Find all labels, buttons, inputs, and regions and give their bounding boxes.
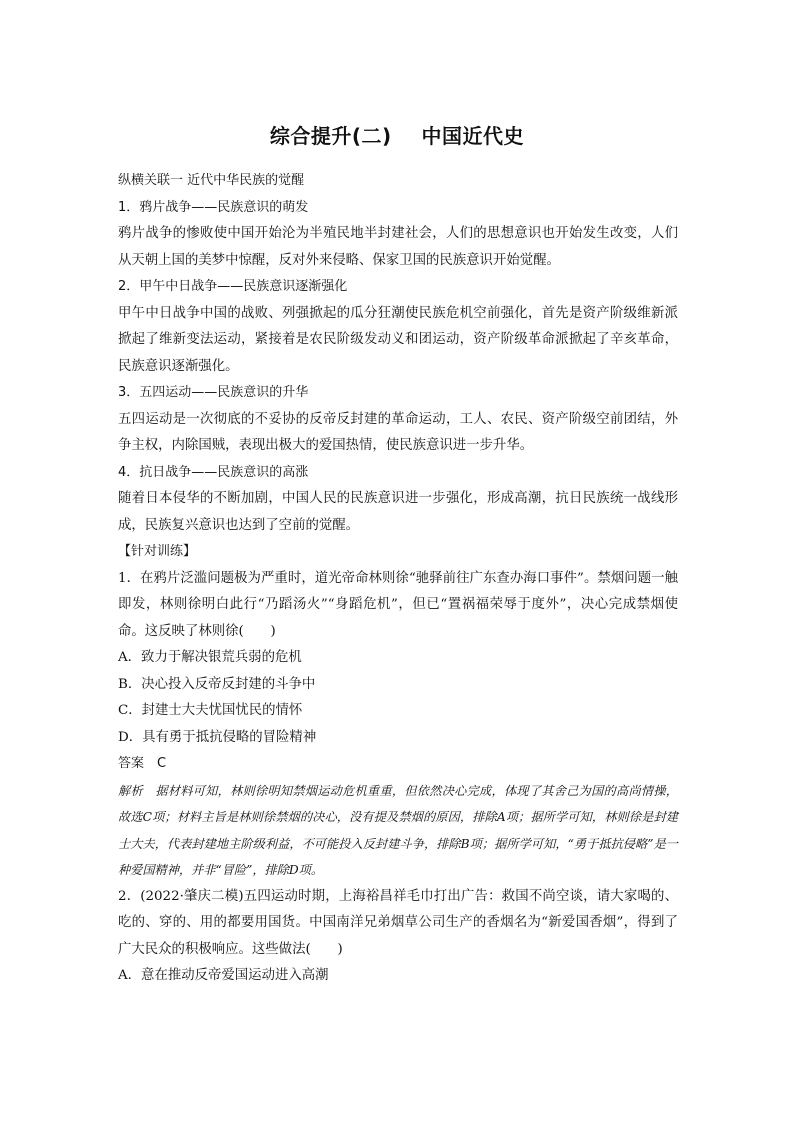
item-text: 五四运动是一次彻底的不妥协的反帝反封建的革命运动，工人、农民、资产阶级空前团结，外争主权，内除国贼，表现出极大的爱国热情，使民族意识进一步升华。	[118, 411, 678, 453]
item-text: 随着日本侵华的不断加剧，中国人民的民族意识进一步强化，形成高潮，抗日民族统一战线形成，民族复兴意识也达到了空前的觉醒。	[118, 491, 678, 533]
question-1-option-c: C．封建士大夫忧国忧民的情怀	[118, 703, 303, 718]
item-heading: 2．甲午中日战争——民族意识逐渐强化	[118, 279, 348, 294]
item-heading: 3．五四运动——民族意识的升华	[118, 385, 309, 400]
question-1-stem: 1．在鸦片泛滥问题极为严重时，道光帝命林则徐“驰驿前往广东查办海口事件”。禁烟问题一触即发，林则徐明白此行“乃蹈汤火”“身蹈危机”，但已“置祸福荣辱于度外”，决心完成禁烟使命。这反映了林则徐( )	[118, 570, 678, 639]
question-1-analysis: 解析 据材料可知，林则徐明知禁烟运动危机重重，但依然决心完成，体现了其舍己为国的高尚情操，故选C项；材料主旨是林则徐禁烟的决心，没有提及禁烟的原因，排除A项；据所学可知，林则徐是封建士大夫，代表封建地主阶级利益，不可能投入反封建斗争，排除B项；据所学可知，“勇于抵抗侵略”是一种爱国精神，并非“冒险”，排除D项。	[118, 783, 678, 877]
question-1-option-b: B．决心投入反帝反封建的斗争中	[118, 676, 316, 692]
question-2-stem: 2．(2022·肇庆二模)五四运动时期，上海裕昌祥毛巾打出广告：救国不尚空谈，请大家喝的、吃的、穿的、用的都要用国货。中国南洋兄弟烟草公司生产的香烟名为“新爱国香烟”，得到了广大民众的积极响应。这些做法( )	[118, 888, 678, 957]
item-heading: 1．鸦片战争——民族意识的萌发	[118, 199, 309, 215]
section-heading: 纵横关联一 近代中华民族的觉醒	[118, 173, 305, 188]
page-title: 综合提升(二) 中国近代史	[269, 124, 525, 148]
question-1-option-d: D．具有勇于抵抗侵略的冒险精神	[118, 729, 317, 745]
item-text: 甲午中日战争中国的战败、列强掀起的瓜分狂潮使民族危机空前强化，首先是资产阶级维新派掀起了维新变法运动，紧接着是农民阶级发动义和团运动，资产阶级革命派掀起了辛亥革命，民族意识逐渐强化。	[118, 305, 678, 374]
question-2-option-a: A．意在推动反帝爱国运动进入高潮	[118, 968, 329, 983]
question-1-answer: 答案 C	[118, 756, 167, 771]
item-text: 鸦片战争的惨败使中国开始沦为半殖民地半封建社会，人们的思想意识也开始发生改变，人们从天朝上国的美梦中惊醒，反对外来侵略、保家卫国的民族意识开始觉醒。	[118, 226, 678, 268]
question-1-option-a: A．致力于解决银荒兵弱的危机	[118, 650, 302, 665]
document-body	[118, 168, 678, 990]
practice-label: 【针对训练】	[118, 544, 197, 559]
item-heading: 4．抗日战争——民族意识的高涨	[118, 464, 309, 480]
